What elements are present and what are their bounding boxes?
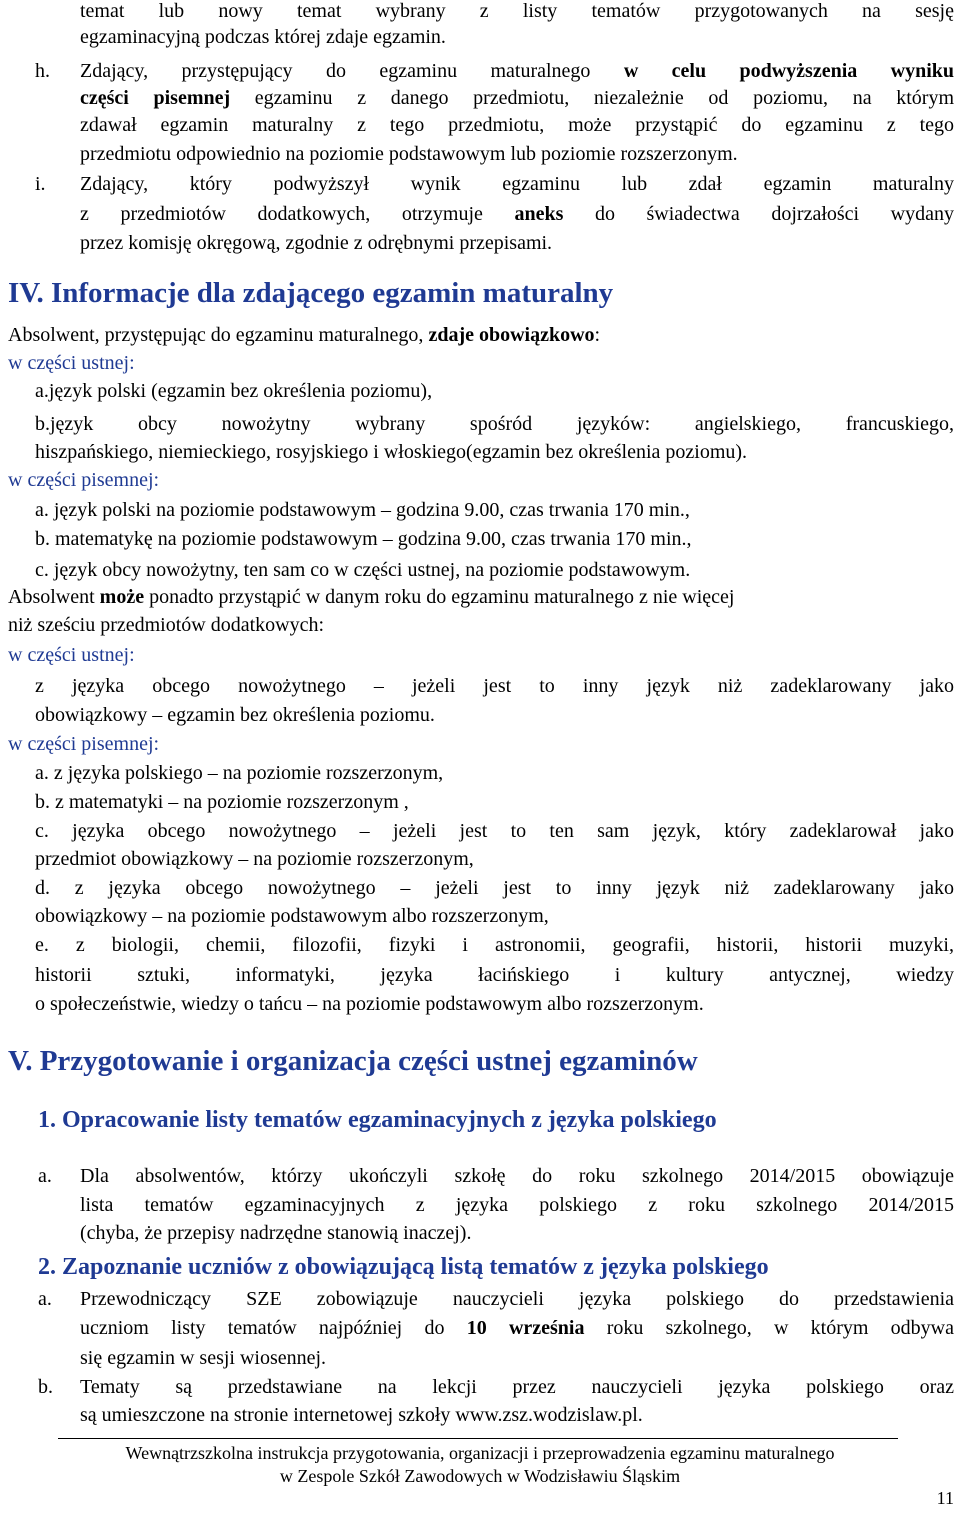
section-heading: IV. Informacje dla zdającego egzamin maturalny <box>8 277 614 309</box>
footer-text: Wewnątrzszkolna instrukcja przygotowania, organizacji i przeprowadzenia egzaminu maturalnego <box>125 1443 835 1463</box>
list-marker: b. <box>38 1376 53 1398</box>
section-heading: V. Przygotowanie i organizacja części ustnej egzaminów <box>8 1045 698 1077</box>
list-item: a. z języka polskiego – na poziomie rozszerzonym, <box>35 762 444 784</box>
list-item: z języka obcego nowożytnego – jeżeli jest to inny język niż zadeklarowany jako <box>35 675 954 697</box>
paragraph-line: (chyba, że przepisy nadrzędne stanowią inaczej). <box>80 1222 472 1244</box>
subsection-label: w części pisemnej: <box>8 469 160 491</box>
paragraph-line: Absolwent może ponadto przystąpić w danym roku do egzaminu maturalnego z nie więcej <box>8 586 735 608</box>
list-item: obowiązkowy – na poziomie podstawowym albo rozszerzonym, <box>35 905 549 927</box>
list-item: b. z matematyki – na poziomie rozszerzonym , <box>35 791 409 813</box>
paragraph-line: Przewodniczący SZE zobowiązuje nauczycieli języka polskiego do przedstawienia <box>80 1288 954 1310</box>
paragraph-line: niż sześciu przedmiotów dodatkowych: <box>8 614 325 636</box>
list-marker: a. <box>38 1165 52 1187</box>
subsection-label: w części pisemnej: <box>8 733 160 755</box>
list-marker: a. <box>38 1288 52 1310</box>
list-item: c. języka obcego nowożytnego – jeżeli jest to ten sam język, który zadeklarował jako <box>35 820 954 842</box>
paragraph-line: przez komisję okręgową, zgodnie z odrębnymi przepisami. <box>80 232 553 254</box>
paragraph-line: z przedmiotów dodatkowych, otrzymuje aneks do świadectwa dojrzałości wydany <box>80 203 954 225</box>
list-item: b. matematykę na poziomie podstawowym – godzina 9.00, czas trwania 170 min., <box>35 528 692 550</box>
paragraph-line: lista tematów egzaminacyjnych z języka polskiego z roku szkolnego 2014/2015 <box>80 1194 954 1216</box>
subsection-heading: 2. Zapoznanie uczniów z obowiązującą listą tematów z języka polskiego <box>38 1254 769 1280</box>
list-item: przedmiot obowiązkowy – na poziomie rozszerzonym, <box>35 848 474 870</box>
list-item: e. z biologii, chemii, filozofii, fizyki i astronomii, geografii, historii, historii muzyki, <box>35 934 954 956</box>
page-number: 11 <box>936 1488 954 1508</box>
list-item: obowiązkowy – egzamin bez określenia poziomu. <box>35 704 435 726</box>
paragraph-line: Zdający, przystępujący do egzaminu maturalnego w celu podwyższenia wyniku <box>80 60 955 82</box>
subsection-label: w części ustnej: <box>8 352 135 374</box>
list-item: historii sztuki, informatyki, języka łacińskiego i kultury antycznej, wiedzy <box>35 964 954 986</box>
paragraph-line: Absolwent, przystępując do egzaminu maturalnego, zdaje obowiązkowo: <box>8 324 601 346</box>
paragraph-line: temat lub nowy temat wybrany z listy tematów przygotowanych na sesję <box>80 0 954 22</box>
list-item: c. język obcy nowożytny, ten sam co w części ustnej, na poziomie podstawowym. <box>35 559 691 581</box>
subsection-heading: 1. Opracowanie listy tematów egzaminacyjnych z języka polskiego <box>38 1107 717 1133</box>
footer-text: w Zespole Szkół Zawodowych w Wodzisławiu Śląskim <box>279 1466 681 1486</box>
paragraph-line: Dla absolwentów, którzy ukończyli szkołę do roku szkolnego 2014/2015 obowiązuje <box>80 1165 954 1187</box>
list-item: a.język polski (egzamin bez określenia poziomu), <box>35 380 433 402</box>
list-item: a. język polski na poziomie podstawowym – godzina 9.00, czas trwania 170 min., <box>35 499 690 521</box>
paragraph-line: uczniom listy tematów najpóźniej do 10 września roku szkolnego, w którym odbywa <box>80 1317 954 1339</box>
list-marker: i. <box>35 173 46 195</box>
paragraph-line: Tematy są przedstawiane na lekcji przez nauczycieli języka polskiego oraz <box>80 1376 954 1398</box>
list-item: d. z języka obcego nowożytnego – jeżeli jest to inny język niż zadeklarowany jako <box>35 877 954 899</box>
list-item: o społeczeństwie, wiedzy o tańcu – na poziomie podstawowym albo rozszerzonym. <box>35 993 704 1015</box>
list-item: hiszpańskiego, niemieckiego, rosyjskiego i włoskiego(egzamin bez określenia poziomu). <box>35 441 748 463</box>
footer-divider <box>58 1438 898 1439</box>
paragraph-line: przedmiotu odpowiednio na poziomie podstawowym lub poziomie rozszerzonym. <box>80 143 738 165</box>
paragraph-line: są umieszczone na stronie internetowej szkoły www.zsz.wodzislaw.pl. <box>80 1404 643 1426</box>
subsection-label: w części ustnej: <box>8 644 135 666</box>
paragraph-line: zdawał egzamin maturalny z tego przedmiotu, może przystąpić do egzaminu z tego <box>80 114 954 136</box>
paragraph-line: części pisemnej egzaminu z danego przedmiotu, niezależnie od poziomu, na którym <box>80 87 954 109</box>
paragraph-line: egzaminacyjną podczas której zdaje egzamin. <box>80 26 446 48</box>
paragraph-line: Zdający, który podwyższył wynik egzaminu lub zdał egzamin maturalny <box>80 173 954 195</box>
list-marker: h. <box>35 60 50 82</box>
list-item: b.język obcy nowożytny wybrany spośród języków: angielskiego, francuskiego, <box>35 413 954 435</box>
paragraph-line: się egzamin w sesji wiosennej. <box>80 1347 327 1369</box>
